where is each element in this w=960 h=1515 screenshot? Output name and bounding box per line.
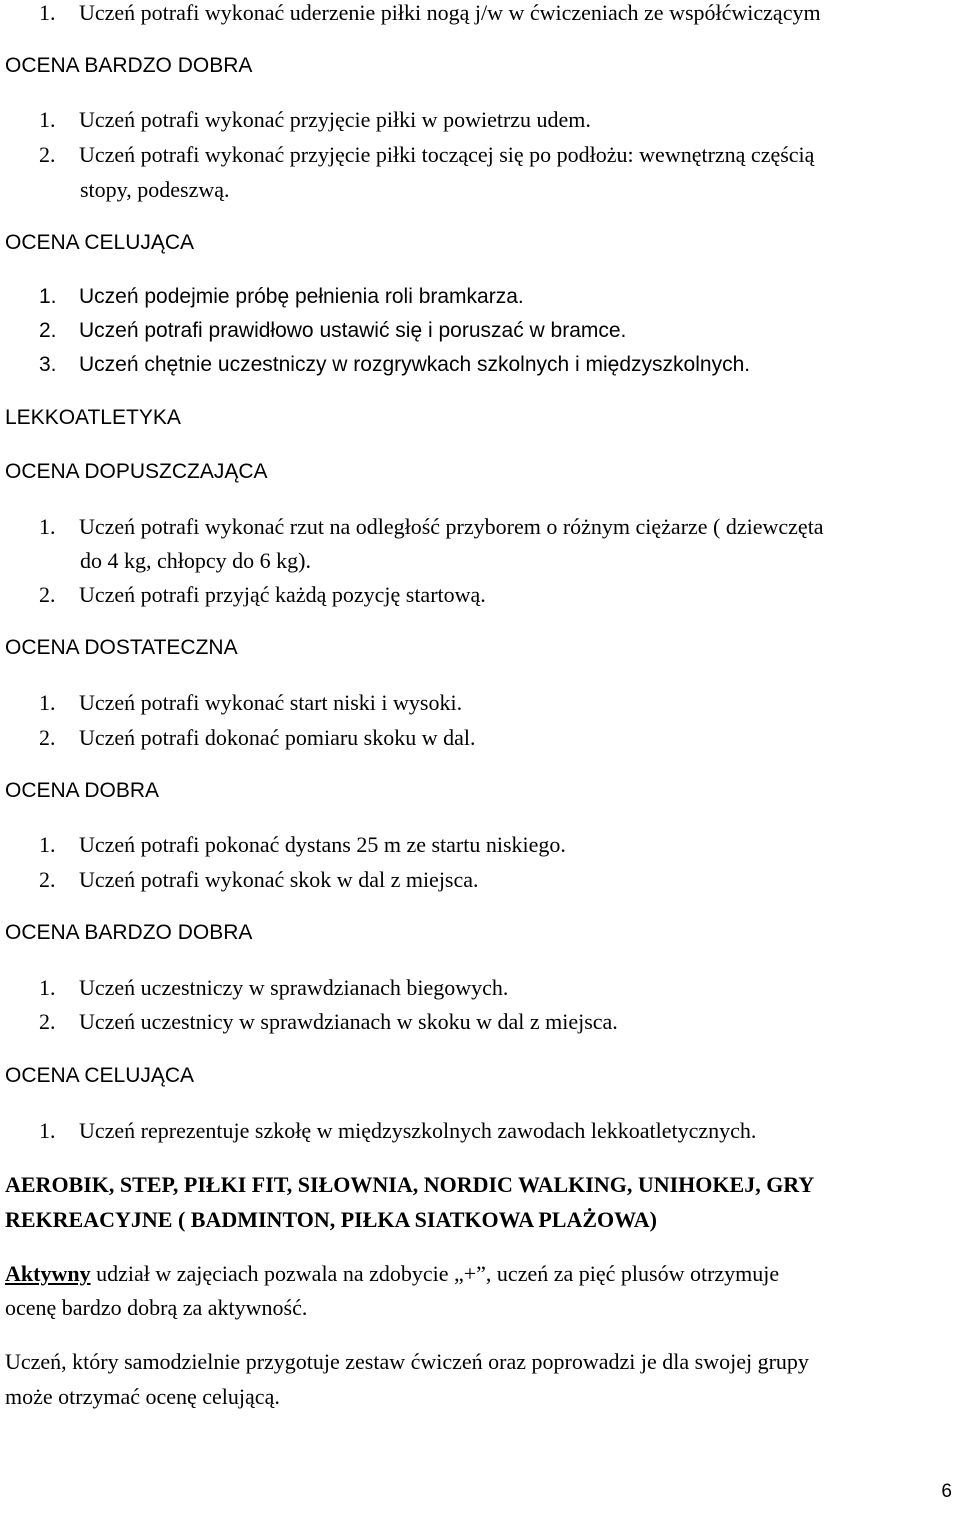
item-number: 1.	[39, 1118, 56, 1143]
item-text: Uczeń potrafi wykonać start niski i wysoki.	[79, 690, 463, 715]
page-number: 6	[941, 1481, 952, 1502]
list-item	[39, 318, 626, 344]
item-text: Uczeń potrafi wykonać skok w dal z miejsca.	[79, 867, 479, 892]
list-item	[39, 725, 476, 751]
item-text: Uczeń potrafi przyjąć każdą pozycję startową.	[79, 582, 486, 607]
list-item	[39, 352, 750, 378]
list-item	[39, 514, 824, 540]
item-number: 2.	[39, 582, 56, 607]
item-number: 1.	[39, 690, 56, 715]
item-number: 3.	[39, 353, 57, 376]
item-text: Uczeń potrafi wykonać przyjęcie piłki w powietrzu udem.	[79, 107, 591, 132]
item-number: 2.	[39, 725, 56, 750]
list-item	[39, 832, 566, 858]
list-item	[39, 582, 486, 608]
section-title: AEROBIK, STEP, PIŁKI FIT, SIŁOWNIA, NORDIC WALKING, UNIHOKEJ, GRY	[5, 1172, 815, 1197]
list-item	[39, 284, 524, 310]
item-text-continued: do 4 kg, chłopcy do 6 kg).	[80, 548, 311, 573]
list-item	[39, 142, 814, 168]
list-item	[39, 690, 462, 716]
item-text: Uczeń chętnie uczestniczy w rozgrywkach szkolnych i międzyszkolnych.	[79, 353, 751, 376]
underlined-word: Aktywny	[5, 1261, 91, 1286]
item-number: 1.	[39, 832, 56, 857]
list-item	[39, 1009, 618, 1035]
item-text: Uczeń potrafi dokonać pomiaru skoku w dal.	[79, 725, 476, 750]
item-text-continued: stopy, podeszwą.	[80, 177, 230, 202]
item-text: Uczeń potrafi wykonać przyjęcie piłki toczącej się po podłożu: wewnętrzną częścią	[79, 142, 815, 167]
paragraph-continued: może otrzymać ocenę celującą.	[5, 1384, 280, 1409]
item-text: Uczeń reprezentuje szkołę w międzyszkolnych zawodach lekkoatletycznych.	[79, 1118, 757, 1143]
grade-heading: OCENA CELUJĄCA	[5, 1064, 195, 1087]
item-number: 2.	[39, 1009, 56, 1034]
list-item	[39, 975, 508, 1001]
item-number: 1.	[39, 285, 57, 308]
item-text: Uczeń potrafi wykonać uderzenie piłki nogą j/w w ćwiczeniach ze współćwiczącym	[79, 0, 821, 25]
grade-heading: OCENA DOBRA	[5, 779, 160, 802]
list-item	[39, 1118, 756, 1144]
paragraph-text: udział w zajęciach pozwala na zdobycie „+”, uczeń za pięć plusów otrzymuje	[90, 1261, 780, 1286]
grade-heading: OCENA BARDZO DOBRA	[5, 54, 253, 77]
list-item	[39, 0, 821, 26]
item-text: Uczeń podejmie próbę pełnienia roli bramkarza.	[79, 285, 524, 308]
grade-heading: OCENA DOSTATECZNA	[5, 636, 238, 659]
item-number: 1.	[39, 107, 56, 132]
grade-heading: OCENA DOPUSZCZAJĄCA	[5, 460, 268, 483]
item-number: 2.	[39, 319, 57, 342]
paragraph-continued: ocenę bardzo dobrą za aktywność.	[5, 1295, 308, 1320]
grade-heading: OCENA BARDZO DOBRA	[5, 921, 253, 944]
item-number: 1.	[39, 514, 56, 539]
item-text: Uczeń potrafi wykonać rzut na odległość przyborem o różnym ciężarze ( dziewczęta	[79, 514, 824, 539]
item-number: 1.	[39, 0, 56, 25]
item-number: 1.	[39, 975, 56, 1000]
item-text: Uczeń potrafi pokonać dystans 25 m ze startu niskiego.	[79, 832, 566, 857]
paragraph	[5, 1261, 779, 1287]
item-text: Uczeń uczestnicy w sprawdzianach w skoku w dal z miejsca.	[79, 1009, 618, 1034]
paragraph: Uczeń, który samodzielnie przygotuje zestaw ćwiczeń oraz poprowadzi je dla swojej grupy	[5, 1349, 809, 1374]
list-item	[39, 867, 479, 893]
item-text: Uczeń uczestniczy w sprawdzianach biegowych.	[79, 975, 509, 1000]
item-number: 2.	[39, 867, 56, 892]
item-text: Uczeń potrafi prawidłowo ustawić się i poruszać w bramce.	[79, 319, 627, 342]
section-title: LEKKOATLETYKA	[5, 406, 181, 429]
grade-heading: OCENA CELUJĄCA	[5, 231, 195, 254]
list-item	[39, 107, 591, 133]
item-number: 2.	[39, 142, 56, 167]
section-title-continued: REKREACYJNE ( BADMINTON, PIŁKA SIATKOWA PLAŻOWA)	[5, 1207, 657, 1232]
